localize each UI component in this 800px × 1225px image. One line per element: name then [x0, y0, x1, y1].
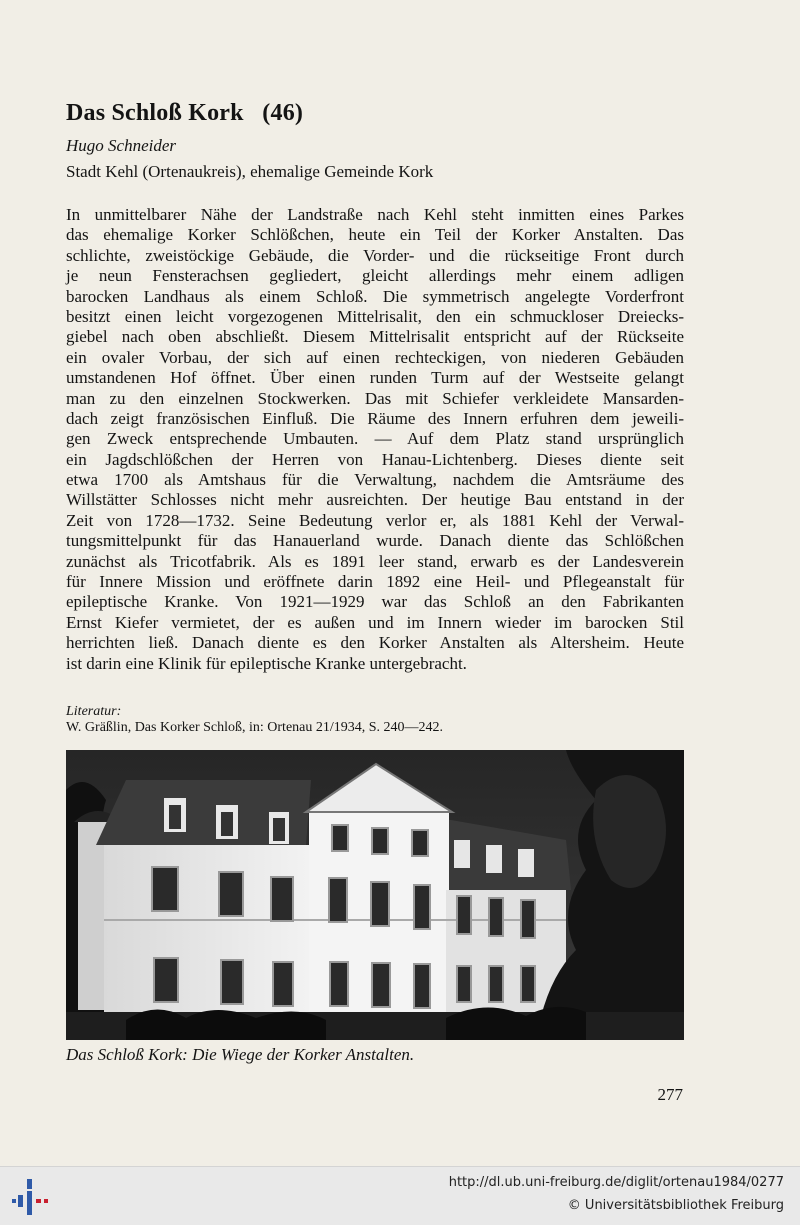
- literature-reference: W. Gräßlin, Das Korker Schloß, in: Ortenau 21/1934, S. 240—242.: [66, 720, 444, 735]
- castle-photo-illustration: [66, 750, 684, 1040]
- body-line: ein ovaler Vorbau, der sich auf einen rechteckigen, von niederen Gebäuden: [66, 347, 684, 367]
- body-line: Zeit von 1728—1732. Seine Bedeutung verlor er, als 1881 Kehl der Verwal-: [66, 510, 684, 530]
- body-line: umstandenen Hof öffnet. Über einen runden Turm auf der Westseite gelangt: [66, 368, 684, 388]
- body-line: etwa 1700 als Amtshaus für die Verwaltung, nachdem die Amtsräume des: [66, 470, 684, 490]
- article-title: Das Schloß Kork (46): [66, 100, 304, 126]
- photo-caption: Das Schloß Kork: Die Wiege der Korker Anstalten.: [66, 1045, 415, 1064]
- article-location: Stadt Kehl (Ortenaukreis), ehemalige Gemeinde Kork: [66, 162, 434, 181]
- castle-photo: [66, 750, 684, 1040]
- body-line: für Innere Mission und eröffnete darin 1892 eine Heil- und Pflegeanstalt für: [66, 572, 684, 592]
- body-line: schlichte, zweistöckige Gebäude, die Vorder- und die rückseitige Front durch: [66, 245, 684, 265]
- body-line: Willstätter Schlosses nicht mehr ausreichten. Der heutige Bau entstand in der: [66, 490, 684, 510]
- ub-freiburg-logo-icon: [10, 1177, 50, 1217]
- body-line: barocken Landhaus als einem Schloß. Die symmetrisch angelegte Vorderfront: [66, 286, 684, 306]
- body-line: In unmittelbarer Nähe der Landstraße nach Kehl steht inmitten eines Parkes: [66, 205, 684, 224]
- source-url-link[interactable]: http://dl.ub.uni-freiburg.de/diglit/ortenau1984/0277: [448, 1175, 784, 1190]
- library-footer: [0, 1166, 800, 1225]
- body-line: Ernst Kiefer vermietet, der es außen und im Innern wieder im barocken Stil: [66, 612, 684, 632]
- body-line: ist darin eine Klinik für epileptische Kranke untergebracht.: [66, 653, 467, 673]
- body-line: giebel nach oben abschließt. Diesem Mittelrisalit entspricht auf der Rückseite: [66, 327, 684, 347]
- body-line: ein Jagdschlößchen der Herren von Hanau-Lichtenberg. Dieses diente seit: [66, 449, 684, 469]
- article-body: [66, 205, 684, 674]
- article-author: Hugo Schneider: [66, 136, 177, 155]
- body-line: das ehemalige Korker Schlößchen, heute ein Teil der Korker Anstalten. Das: [66, 225, 684, 245]
- body-line: gen Zweck entsprechende Umbauten. — Auf dem Platz stand ursprünglich: [66, 429, 684, 449]
- body-line: je neun Fensterachsen gegliedert, gleicht allerdings mehr einem adligen: [66, 266, 684, 286]
- literature-heading: Literatur:: [66, 704, 122, 719]
- body-line: dach zeigt französischen Einfluß. Die Räume des Innern erfuhren dem jeweili-: [66, 408, 684, 428]
- body-line: tungsmittelpunkt für das Hanauerland wurde. Danach diente das Schlößchen: [66, 531, 684, 551]
- body-line: man zu den einzelnen Stockwerken. Das mit Schiefer verkleidete Mansarden-: [66, 388, 684, 408]
- copyright-notice: © Universitätsbibliothek Freiburg: [567, 1198, 784, 1213]
- body-line: herrichten ließ. Danach diente es den Korker Anstalten als Altersheim. Heute: [66, 633, 684, 653]
- body-line: besitzt einen leicht vorgezogenen Mittelrisalit, den ein schmuckloser Dreiecks-: [66, 306, 684, 326]
- body-line: zunächst als Tricotfabrik. Als es 1891 leer stand, erwarb es der Landesverein: [66, 551, 684, 571]
- page-number: 277: [657, 1085, 683, 1104]
- body-line: epileptische Kranke. Von 1921—1929 war das Schloß an den Fabrikanten: [66, 592, 684, 612]
